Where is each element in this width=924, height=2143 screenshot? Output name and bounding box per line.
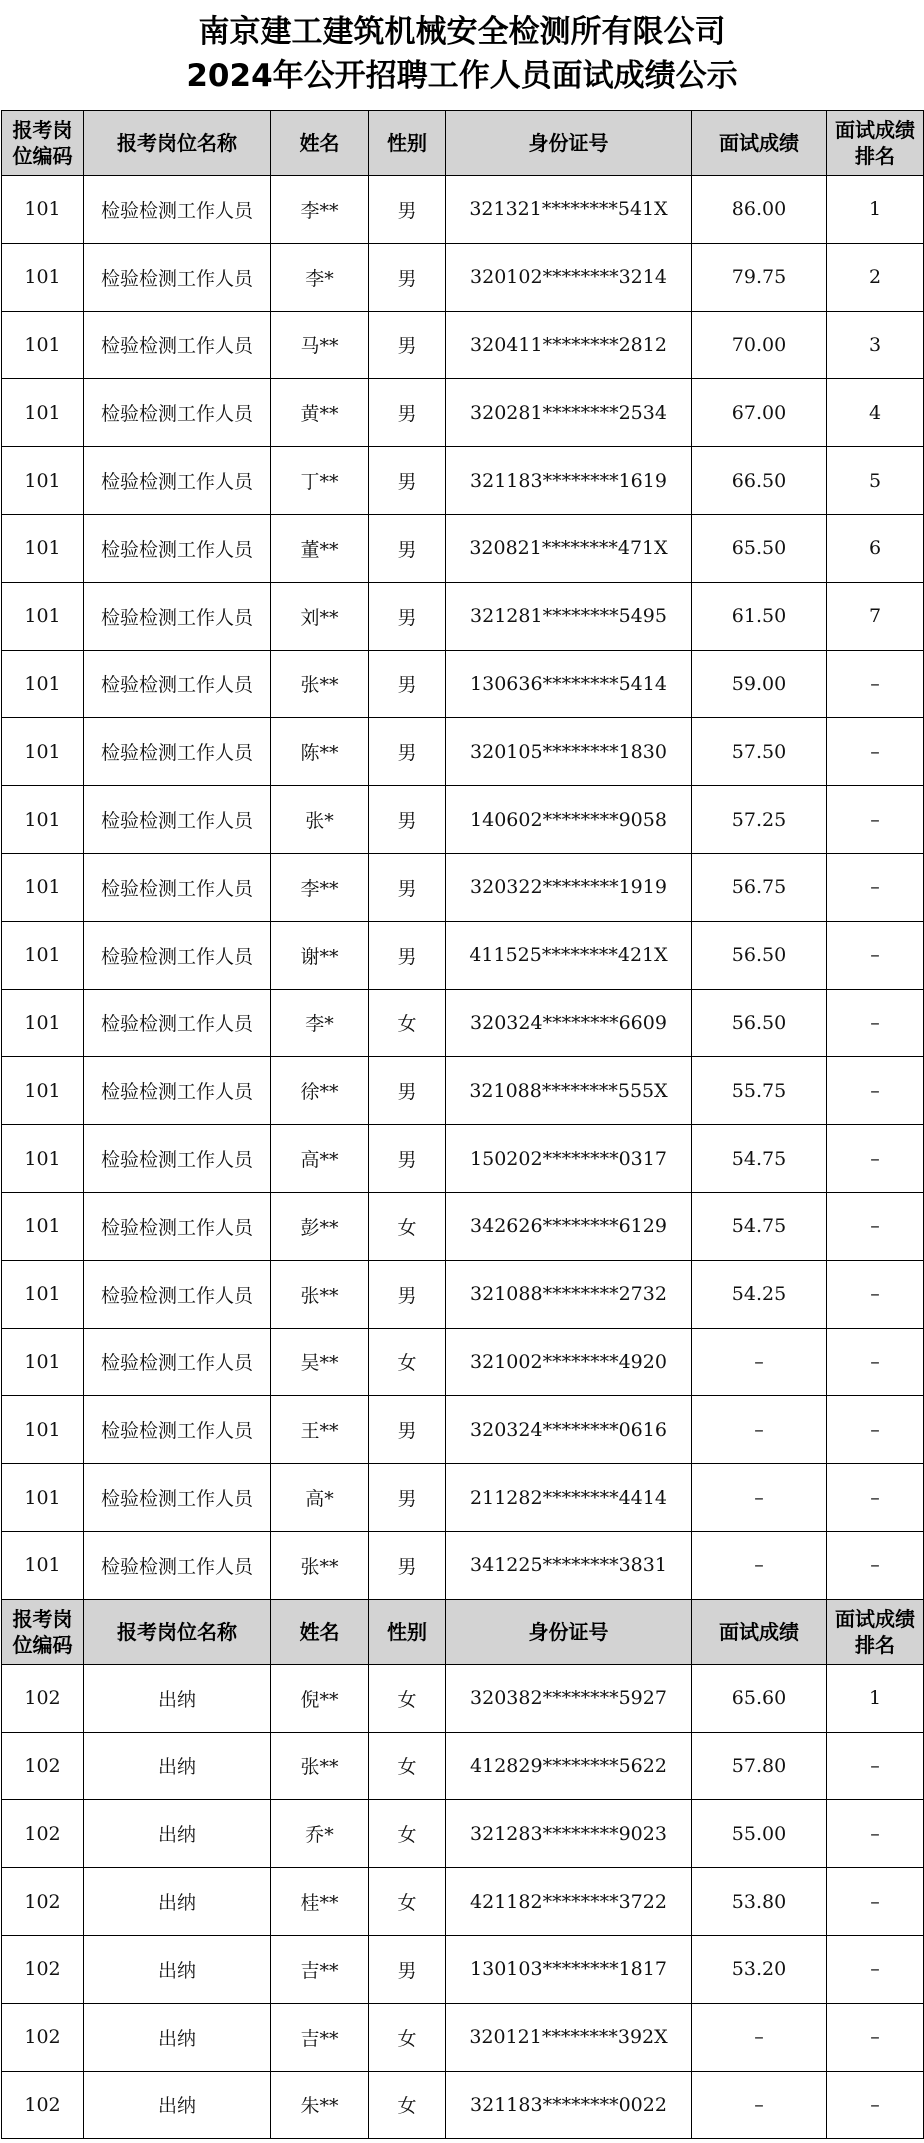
cell-rank: –: [827, 718, 924, 786]
cell-rank: –: [827, 1464, 924, 1532]
header-code-line: 位编码: [12, 1632, 73, 1657]
cell-name: 张*: [271, 786, 369, 854]
cell-score: 86.00: [692, 176, 827, 244]
header-gender: 性别: [369, 111, 446, 176]
cell-gender: 男: [369, 1531, 446, 1599]
cell-position: 出纳: [84, 1800, 271, 1868]
cell-score: 79.75: [692, 243, 827, 311]
cell-rank: –: [827, 1868, 924, 1936]
header-position: 报考岗位名称: [84, 111, 271, 176]
cell-rank: –: [827, 921, 924, 989]
cell-gender: 男: [369, 1260, 446, 1328]
cell-position: 出纳: [84, 2003, 271, 2071]
cell-rank: –: [827, 1057, 924, 1125]
table-row: [2, 718, 924, 786]
cell-id: 130103********1817: [446, 1935, 692, 2003]
cell-position: 检验检测工作人员: [84, 243, 271, 311]
header-name: 姓名: [271, 111, 369, 176]
header-code-line: 报考岗: [12, 118, 73, 142]
header-code-line: 位编码: [12, 144, 73, 168]
cell-rank: 7: [827, 582, 924, 650]
cell-gender: 男: [369, 514, 446, 582]
table-row: [2, 447, 924, 515]
cell-code: 101: [2, 582, 84, 650]
cell-id: 320105********1830: [446, 718, 692, 786]
cell-code: 101: [2, 1057, 84, 1125]
cell-position: 检验检测工作人员: [84, 718, 271, 786]
cell-id: 211282********4414: [446, 1464, 692, 1532]
cell-id: 321283********9023: [446, 1800, 692, 1868]
score-table: [1, 110, 924, 2139]
cell-score: 61.50: [692, 582, 827, 650]
cell-name: 张**: [271, 1531, 369, 1599]
cell-rank: 3: [827, 311, 924, 379]
table-row: [2, 1664, 924, 1732]
cell-code: 101: [2, 1464, 84, 1532]
cell-code: 102: [2, 2071, 84, 2139]
cell-name: 朱**: [271, 2071, 369, 2139]
cell-rank: 1: [827, 1664, 924, 1732]
cell-score: 53.20: [692, 1935, 827, 2003]
cell-rank: 6: [827, 514, 924, 582]
cell-position: 检验检测工作人员: [84, 921, 271, 989]
cell-code: 101: [2, 514, 84, 582]
cell-name: 高*: [271, 1464, 369, 1532]
cell-rank: 4: [827, 379, 924, 447]
cell-position: 出纳: [84, 1868, 271, 1936]
cell-name: 马**: [271, 311, 369, 379]
cell-name: 黄**: [271, 379, 369, 447]
cell-code: 101: [2, 1125, 84, 1193]
cell-score: 70.00: [692, 311, 827, 379]
header-rank-line: 排名: [855, 144, 895, 168]
table-header-row: [2, 1599, 924, 1664]
cell-score: –: [692, 2071, 827, 2139]
cell-gender: 男: [369, 921, 446, 989]
cell-id: 321002********4920: [446, 1328, 692, 1396]
table-row: [2, 1396, 924, 1464]
cell-id: 321281********5495: [446, 582, 692, 650]
header-rank-line: 面试成绩: [835, 118, 915, 142]
cell-score: 57.80: [692, 1732, 827, 1800]
cell-code: 101: [2, 243, 84, 311]
cell-name: 王**: [271, 1396, 369, 1464]
table-row: [2, 176, 924, 244]
cell-code: 102: [2, 1664, 84, 1732]
header-code-line: 报考岗: [12, 1606, 73, 1631]
cell-score: 67.00: [692, 379, 827, 447]
cell-gender: 女: [369, 1664, 446, 1732]
cell-code: 101: [2, 1328, 84, 1396]
header-name: 姓名: [271, 1599, 369, 1664]
cell-code: 101: [2, 989, 84, 1057]
cell-name: 张**: [271, 1260, 369, 1328]
cell-rank: 5: [827, 447, 924, 515]
cell-gender: 男: [369, 1935, 446, 2003]
cell-id: 320322********1919: [446, 853, 692, 921]
cell-rank: –: [827, 1800, 924, 1868]
cell-name: 陈**: [271, 718, 369, 786]
header-id: 身份证号: [446, 1599, 692, 1664]
table-row: [2, 921, 924, 989]
cell-code: 102: [2, 2003, 84, 2071]
table-row: [2, 650, 924, 718]
cell-score: 54.75: [692, 1125, 827, 1193]
cell-code: 101: [2, 1192, 84, 1260]
cell-rank: –: [827, 1192, 924, 1260]
cell-name: 李*: [271, 989, 369, 1057]
cell-name: 吉**: [271, 1935, 369, 2003]
cell-name: 桂**: [271, 1868, 369, 1936]
cell-rank: –: [827, 786, 924, 854]
cell-gender: 男: [369, 786, 446, 854]
table-body: [2, 111, 924, 2139]
cell-position: 检验检测工作人员: [84, 650, 271, 718]
cell-rank: –: [827, 2071, 924, 2139]
cell-score: 59.00: [692, 650, 827, 718]
table-row: [2, 582, 924, 650]
table-row: [2, 1260, 924, 1328]
cell-position: 检验检测工作人员: [84, 311, 271, 379]
cell-code: 101: [2, 786, 84, 854]
cell-position: 检验检测工作人员: [84, 514, 271, 582]
cell-position: 检验检测工作人员: [84, 176, 271, 244]
cell-code: 102: [2, 1935, 84, 2003]
table-row: [2, 1732, 924, 1800]
header-code: [2, 1599, 84, 1664]
cell-code: 101: [2, 311, 84, 379]
cell-score: 57.50: [692, 718, 827, 786]
cell-name: 徐**: [271, 1057, 369, 1125]
cell-rank: –: [827, 1260, 924, 1328]
cell-name: 刘**: [271, 582, 369, 650]
table-row: [2, 379, 924, 447]
cell-position: 检验检测工作人员: [84, 1260, 271, 1328]
table-row: [2, 1464, 924, 1532]
cell-code: 102: [2, 1732, 84, 1800]
cell-score: 54.75: [692, 1192, 827, 1260]
cell-gender: 男: [369, 176, 446, 244]
cell-rank: –: [827, 853, 924, 921]
cell-id: 320324********0616: [446, 1396, 692, 1464]
cell-gender: 男: [369, 853, 446, 921]
cell-score: 57.25: [692, 786, 827, 854]
cell-gender: 男: [369, 379, 446, 447]
header-rank: [827, 111, 924, 176]
cell-gender: 男: [369, 1057, 446, 1125]
cell-score: –: [692, 1464, 827, 1532]
cell-rank: –: [827, 1732, 924, 1800]
cell-id: 320121********392X: [446, 2003, 692, 2071]
cell-gender: 女: [369, 989, 446, 1057]
cell-id: 320411********2812: [446, 311, 692, 379]
table-row: [2, 514, 924, 582]
cell-gender: 女: [369, 2003, 446, 2071]
cell-id: 342626********6129: [446, 1192, 692, 1260]
header-code: [2, 111, 84, 176]
cell-id: 341225********3831: [446, 1531, 692, 1599]
cell-name: 张**: [271, 1732, 369, 1800]
cell-rank: –: [827, 650, 924, 718]
cell-code: 102: [2, 1868, 84, 1936]
cell-score: 56.50: [692, 989, 827, 1057]
cell-score: 54.25: [692, 1260, 827, 1328]
table-row: [2, 1531, 924, 1599]
cell-score: –: [692, 1531, 827, 1599]
cell-id: 321321********541X: [446, 176, 692, 244]
cell-name: 李**: [271, 853, 369, 921]
title-line-2: 2024年公开招聘工作人员面试成绩公示: [186, 58, 738, 94]
cell-rank: –: [827, 1125, 924, 1193]
header-id: 身份证号: [446, 111, 692, 176]
table-header-row: [2, 111, 924, 176]
cell-score: 53.80: [692, 1868, 827, 1936]
cell-position: 检验检测工作人员: [84, 582, 271, 650]
cell-position: 检验检测工作人员: [84, 1396, 271, 1464]
cell-code: 101: [2, 447, 84, 515]
cell-id: 321183********1619: [446, 447, 692, 515]
cell-position: 出纳: [84, 2071, 271, 2139]
cell-position: 出纳: [84, 1935, 271, 2003]
cell-score: 55.00: [692, 1800, 827, 1868]
cell-id: 320324********6609: [446, 989, 692, 1057]
cell-id: 321088********555X: [446, 1057, 692, 1125]
cell-gender: 男: [369, 650, 446, 718]
cell-rank: –: [827, 989, 924, 1057]
cell-position: 检验检测工作人员: [84, 1192, 271, 1260]
cell-position: 出纳: [84, 1732, 271, 1800]
cell-rank: –: [827, 1396, 924, 1464]
cell-code: 101: [2, 379, 84, 447]
cell-name: 丁**: [271, 447, 369, 515]
cell-id: 130636********5414: [446, 650, 692, 718]
cell-position: 检验检测工作人员: [84, 1328, 271, 1396]
header-gender: 性别: [369, 1599, 446, 1664]
cell-gender: 男: [369, 718, 446, 786]
cell-position: 检验检测工作人员: [84, 853, 271, 921]
cell-name: 乔*: [271, 1800, 369, 1868]
cell-score: –: [692, 1396, 827, 1464]
cell-code: 101: [2, 853, 84, 921]
header-rank-line: 排名: [855, 1632, 895, 1657]
cell-id: 321088********2732: [446, 1260, 692, 1328]
cell-id: 321183********0022: [446, 2071, 692, 2139]
table-row: [2, 1800, 924, 1868]
cell-position: 检验检测工作人员: [84, 447, 271, 515]
cell-rank: –: [827, 1328, 924, 1396]
cell-id: 150202********0317: [446, 1125, 692, 1193]
table-row: [2, 853, 924, 921]
cell-score: 55.75: [692, 1057, 827, 1125]
cell-position: 检验检测工作人员: [84, 1531, 271, 1599]
cell-code: 101: [2, 1396, 84, 1464]
cell-id: 320102********3214: [446, 243, 692, 311]
cell-score: 65.60: [692, 1664, 827, 1732]
header-score: 面试成绩: [692, 111, 827, 176]
header-score: 面试成绩: [692, 1599, 827, 1664]
cell-name: 吴**: [271, 1328, 369, 1396]
table-row: [2, 243, 924, 311]
header-position: 报考岗位名称: [84, 1599, 271, 1664]
cell-name: 张**: [271, 650, 369, 718]
cell-id: 411525********421X: [446, 921, 692, 989]
cell-gender: 男: [369, 311, 446, 379]
cell-code: 101: [2, 921, 84, 989]
cell-code: 101: [2, 1531, 84, 1599]
cell-gender: 女: [369, 1868, 446, 1936]
table-row: [2, 1125, 924, 1193]
cell-position: 检验检测工作人员: [84, 989, 271, 1057]
cell-id: 412829********5622: [446, 1732, 692, 1800]
cell-gender: 女: [369, 1800, 446, 1868]
table-row: [2, 311, 924, 379]
table-row: [2, 1057, 924, 1125]
cell-rank: –: [827, 1935, 924, 2003]
cell-code: 101: [2, 1260, 84, 1328]
cell-position: 检验检测工作人员: [84, 786, 271, 854]
cell-gender: 女: [369, 1192, 446, 1260]
cell-gender: 女: [369, 1328, 446, 1396]
cell-position: 检验检测工作人员: [84, 379, 271, 447]
table-row: [2, 2003, 924, 2071]
table-row: [2, 1328, 924, 1396]
header-rank-line: 面试成绩: [835, 1606, 915, 1631]
table-row: [2, 1868, 924, 1936]
cell-score: 56.75: [692, 853, 827, 921]
cell-position: 检验检测工作人员: [84, 1125, 271, 1193]
cell-gender: 女: [369, 1732, 446, 1800]
cell-name: 高**: [271, 1125, 369, 1193]
cell-id: 421182********3722: [446, 1868, 692, 1936]
cell-rank: 2: [827, 243, 924, 311]
cell-name: 谢**: [271, 921, 369, 989]
cell-score: 66.50: [692, 447, 827, 515]
cell-id: 320382********5927: [446, 1664, 692, 1732]
cell-score: 56.50: [692, 921, 827, 989]
cell-gender: 男: [369, 1125, 446, 1193]
header-rank: [827, 1599, 924, 1664]
title-line-1: 南京建工建筑机械安全检测所有限公司: [198, 14, 726, 50]
table-row: [2, 1192, 924, 1260]
cell-name: 倪**: [271, 1664, 369, 1732]
cell-rank: 1: [827, 176, 924, 244]
cell-name: 李*: [271, 243, 369, 311]
cell-name: 吉**: [271, 2003, 369, 2071]
cell-score: –: [692, 2003, 827, 2071]
cell-id: 140602********9058: [446, 786, 692, 854]
cell-code: 102: [2, 1800, 84, 1868]
document-title: [0, 0, 924, 110]
cell-id: 320281********2534: [446, 379, 692, 447]
cell-code: 101: [2, 176, 84, 244]
cell-position: 检验检测工作人员: [84, 1057, 271, 1125]
cell-gender: 男: [369, 1396, 446, 1464]
table-row: [2, 1935, 924, 2003]
cell-name: 李**: [271, 176, 369, 244]
cell-code: 101: [2, 650, 84, 718]
cell-position: 出纳: [84, 1664, 271, 1732]
cell-score: 65.50: [692, 514, 827, 582]
cell-gender: 男: [369, 582, 446, 650]
cell-name: 董**: [271, 514, 369, 582]
table-row: [2, 2071, 924, 2139]
cell-rank: –: [827, 2003, 924, 2071]
cell-name: 彭**: [271, 1192, 369, 1260]
cell-gender: 女: [369, 2071, 446, 2139]
cell-position: 检验检测工作人员: [84, 1464, 271, 1532]
cell-score: –: [692, 1328, 827, 1396]
cell-rank: –: [827, 1531, 924, 1599]
cell-gender: 男: [369, 243, 446, 311]
cell-id: 320821********471X: [446, 514, 692, 582]
cell-code: 101: [2, 718, 84, 786]
table-row: [2, 786, 924, 854]
cell-gender: 男: [369, 447, 446, 515]
table-row: [2, 989, 924, 1057]
cell-gender: 男: [369, 1464, 446, 1532]
